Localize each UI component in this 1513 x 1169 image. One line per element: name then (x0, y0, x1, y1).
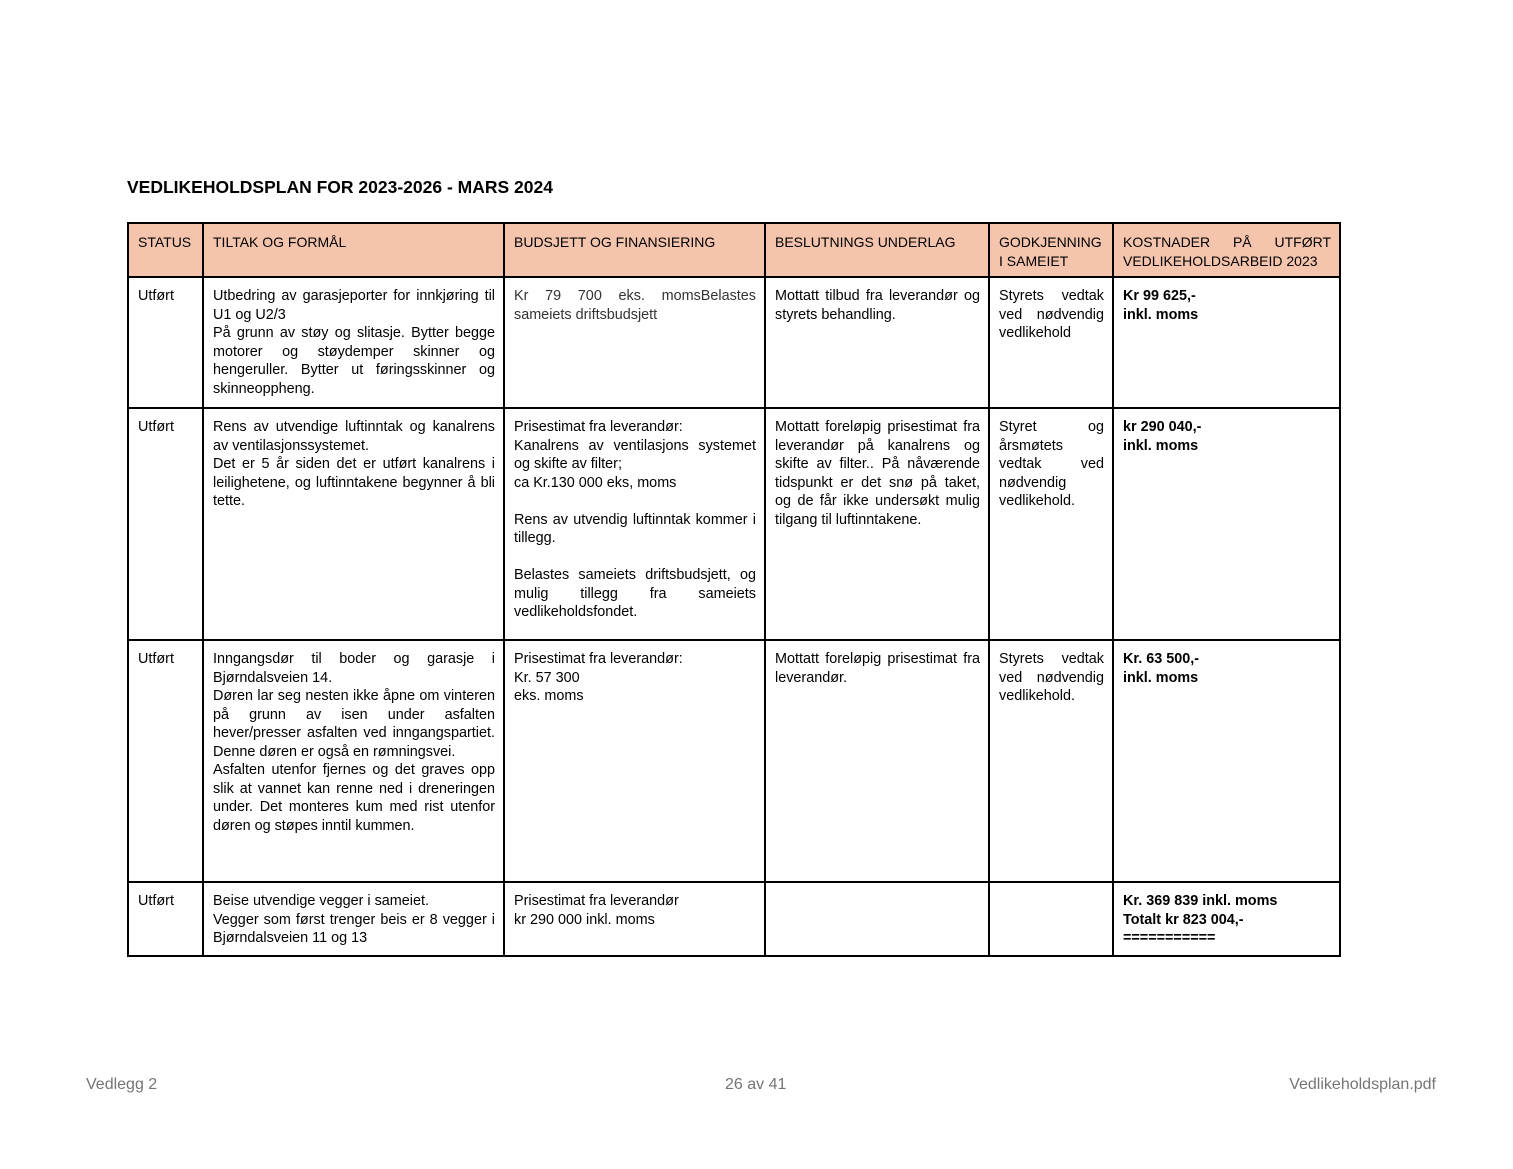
table-row (128, 640, 1340, 882)
cell-godkjenning: Styrets vedtak ved nødvendig vedlikehold. (989, 640, 1113, 882)
cell-budsjett: Kr 79 700 eks. momsBelastes sameiets driftsbudsjett (504, 277, 765, 408)
cell-tiltak: Beise utvendige vegger i sameiet. Vegger som først trenger beis er 8 vegger i Bjørndalsveien 11 og 13 (203, 882, 504, 956)
cell-godkjenning: Styret og årsmøtets vedtak ved nødvendig vedlikehold. (989, 408, 1113, 640)
cell-underlag: Mottatt tilbud fra leverandør og styrets behandling. (765, 277, 989, 408)
cell-kostnader: Kr. 63 500,- inkl. moms (1113, 640, 1340, 882)
cell-budsjett: Prisestimat fra leverandør: Kr. 57 300 eks. moms (504, 640, 765, 882)
header-budsjett: BUDSJETT OG FINANSIERING (504, 223, 765, 277)
page-title: VEDLIKEHOLDSPLAN FOR 2023-2026 - MARS 2024 (127, 177, 553, 197)
cell-godkjenning: Styrets vedtak ved nødvendig vedlikehold (989, 277, 1113, 408)
cell-underlag: Mottatt foreløpig prisestimat fra leverandør på kanalrens og skifte av filter.. På nåværende tidspunkt er det snø på taket, og de får ikke undersøkt mulig tilgang til luftinntakene. (765, 408, 989, 640)
cell-status: Utført (128, 640, 203, 882)
cell-tiltak: Inngangsdør til boder og garasje i Bjørndalsveien 14. Døren lar seg nesten ikke åpne om vinteren på grunn av isen under asfalten hever/presser asfalten ved inngangspartiet. Denne døren er også en rømningsvei. Asfalten utenfor fjernes og det graves opp slik at vannet kan renne ned i dreneringen under. Det monteres kum med rist utenfor døren og støpes inntil kummen. (203, 640, 504, 882)
cell-budsjett: Prisestimat fra leverandør kr 290 000 inkl. moms (504, 882, 765, 956)
cell-underlag (765, 882, 989, 956)
cell-godkjenning (989, 882, 1113, 956)
table-row (128, 277, 1340, 408)
table-row (128, 882, 1340, 956)
cell-status: Utført (128, 408, 203, 640)
header-underlag: BESLUTNINGS UNDERLAG (765, 223, 989, 277)
table-row (128, 408, 1340, 640)
cell-tiltak: Utbedring av garasjeporter for innkjøring til U1 og U2/3 På grunn av støy og slitasje. Bytter begge motorer og støydemper skinner og hengeruller. Bytter ut føringsskinner og skinneoppheng. (203, 277, 504, 408)
cell-underlag: Mottatt foreløpig prisestimat fra leverandør. (765, 640, 989, 882)
table-header-row (128, 223, 1340, 277)
footer-filename: Vedlikeholdsplan.pdf (1289, 1076, 1436, 1093)
header-godkjenning: GODKJENNING I SAMEIET (989, 223, 1113, 277)
cell-kostnader: Kr. 369 839 inkl. moms Totalt kr 823 004,- =========== (1113, 882, 1340, 956)
cell-budsjett: Prisestimat fra leverandør: Kanalrens av ventilasjons systemet og skifte av filter; ca Kr.130 000 eks, moms Rens av utvendig luftinntak kommer i tillegg. Belastes sameiets driftsbudsjett, og mulig tillegg fra sameiets vedlikeholdsfondet. (504, 408, 765, 640)
cell-status: Utført (128, 277, 203, 408)
footer-left-label: Vedlegg 2 (86, 1076, 158, 1093)
cell-kostnader: Kr 99 625,- inkl. moms (1113, 277, 1340, 408)
header-tiltak: TILTAK OG FORMÅL (203, 223, 504, 277)
page-number: 26 av 41 (725, 1076, 787, 1093)
maintenance-plan-table (127, 222, 1341, 957)
cell-tiltak: Rens av utvendige luftinntak og kanalrens av ventilasjonssystemet. Det er 5 år siden det er utført kanalrens i leilighetene, og luftinntakene begynner å bli tette. (203, 408, 504, 640)
cell-status: Utført (128, 882, 203, 956)
cell-kostnader: kr 290 040,- inkl. moms (1113, 408, 1340, 640)
header-kostnader: KOSTNADER PÅ UTFØRT VEDLIKEHOLDSARBEID 2023 (1113, 223, 1340, 277)
header-status: STATUS (128, 223, 203, 277)
